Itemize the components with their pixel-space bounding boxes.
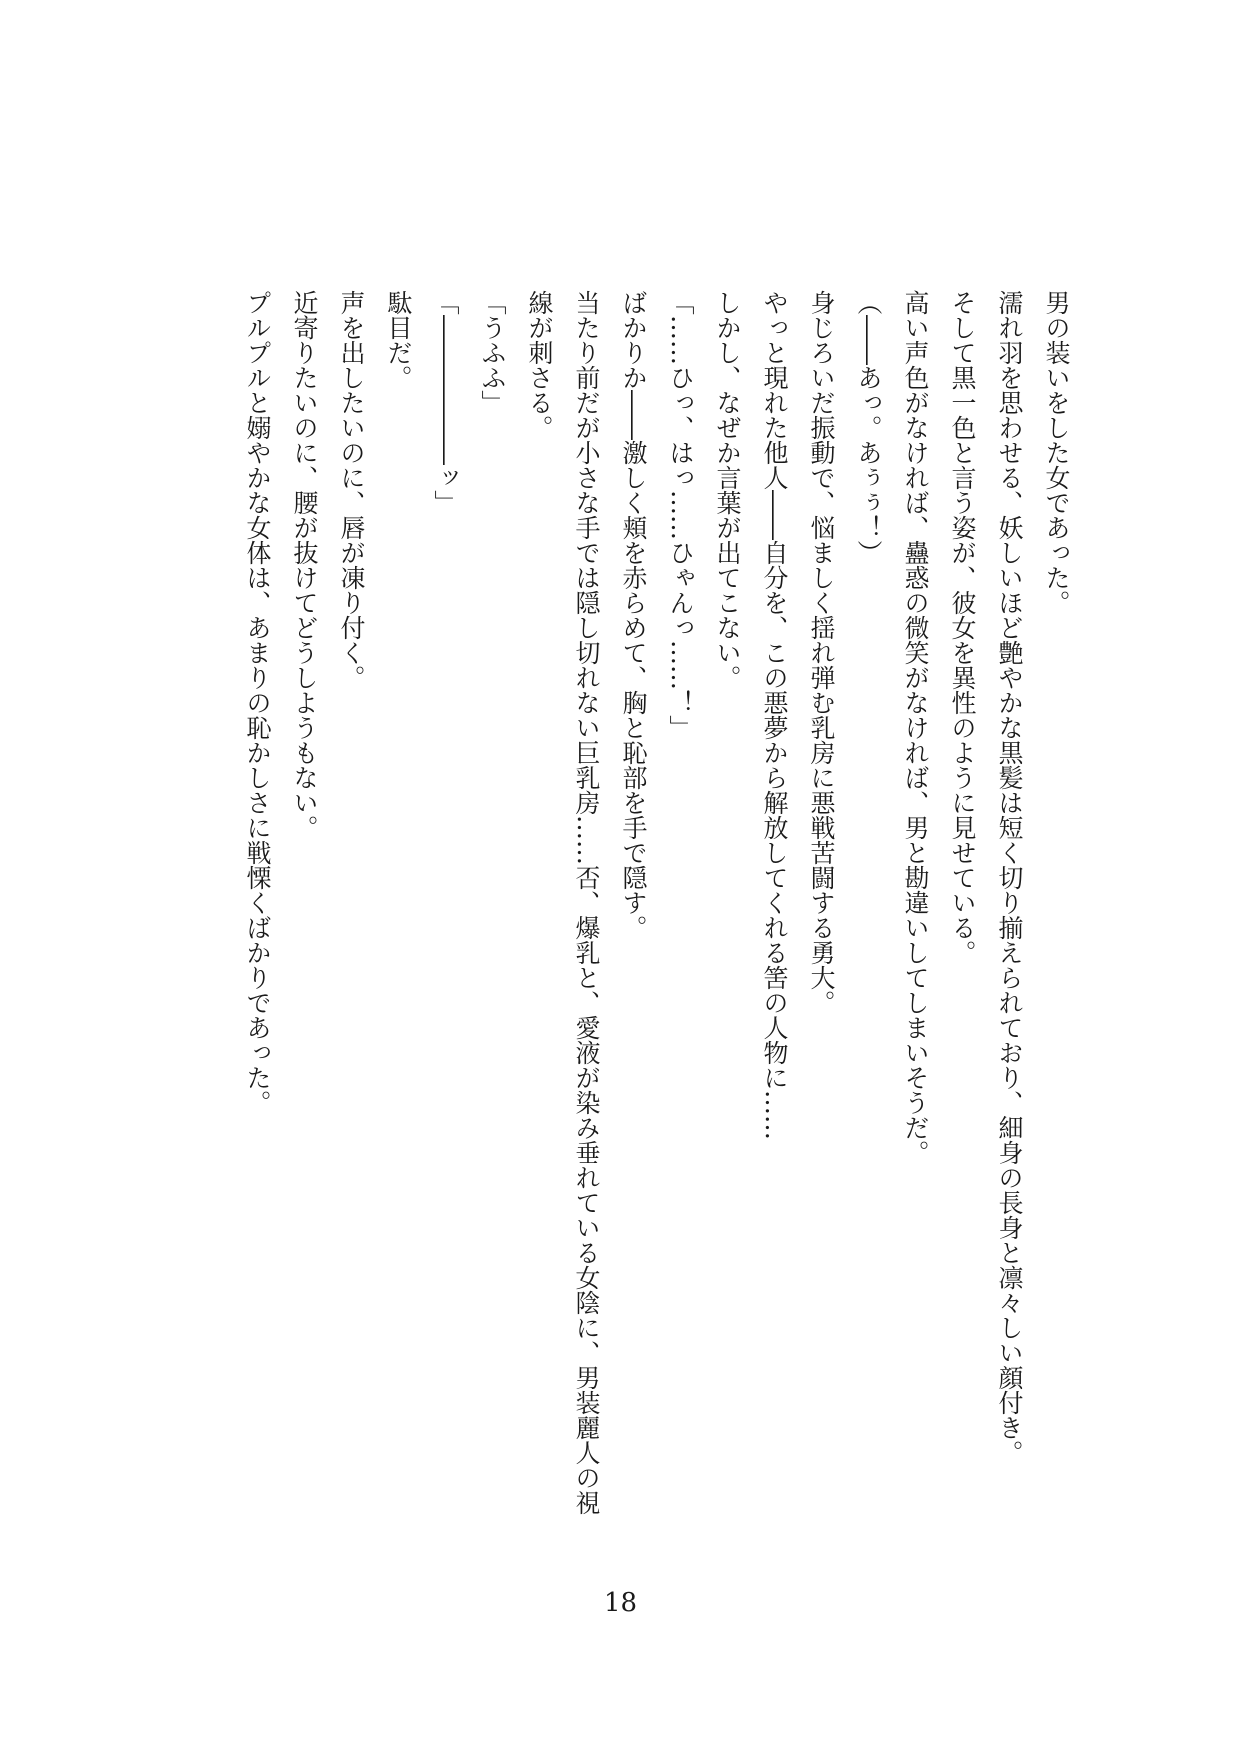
text-line: 「うふふ」 xyxy=(478,290,507,415)
text-line: 近寄りたいのに、腰が抜けてどうしようもない。 xyxy=(290,290,319,840)
text-line: ばかりか――激しく頬を赤らめて、胸と恥部を手で隠す。 xyxy=(619,290,648,940)
text-line: 高い声色がなければ、蠱惑の微笑がなければ、男と勘違いしてしまいそうだ。 xyxy=(901,290,930,1165)
text-line: 濡れ羽を思わせる、妖しいほど艶やかな黒髪は短く切り揃えられており、細身の長身と凛々しい顔付き。 xyxy=(995,290,1024,1465)
text-line: 「――――――ッ」 xyxy=(431,290,460,515)
text-line: しかし、なぜか言葉が出てこない。 xyxy=(713,290,742,690)
text-line: 男の装いをした女であった。 xyxy=(1042,290,1071,615)
page-number: 18 xyxy=(603,1588,638,1618)
text-line: 声を出したいのに、唇が凍り付く。 xyxy=(337,290,366,690)
text-line: やっと現れた他人――自分を、この悪夢から解放してくれる筈の人物に…… xyxy=(760,290,789,1140)
text-line: （――あっ。あぅぅ！） xyxy=(854,290,883,565)
text-line: そして黒一色と言う姿が、彼女を異性のように見せている。 xyxy=(948,290,977,965)
text-line: プルプルと嫋やかな女体は、あまりの恥かしさに戦慄くばかりであった。 xyxy=(243,290,272,1115)
text-line: 駄目だ。 xyxy=(384,290,413,390)
vertical-text-body xyxy=(200,290,1080,1520)
text-line: 線が刺さる。 xyxy=(525,290,554,440)
text-line: 身じろいだ振動で、悩ましく揺れ弾む乳房に悪戦苦闘する勇大。 xyxy=(807,290,836,1015)
text-line: 「……ひっ、はっ……ひゃんっ……！」 xyxy=(666,290,695,740)
text-line: 当たり前だが小さな手では隠し切れない巨乳房……否、爆乳と、愛液が染み垂れている女陰に、男装麗人の視 xyxy=(572,290,601,1515)
